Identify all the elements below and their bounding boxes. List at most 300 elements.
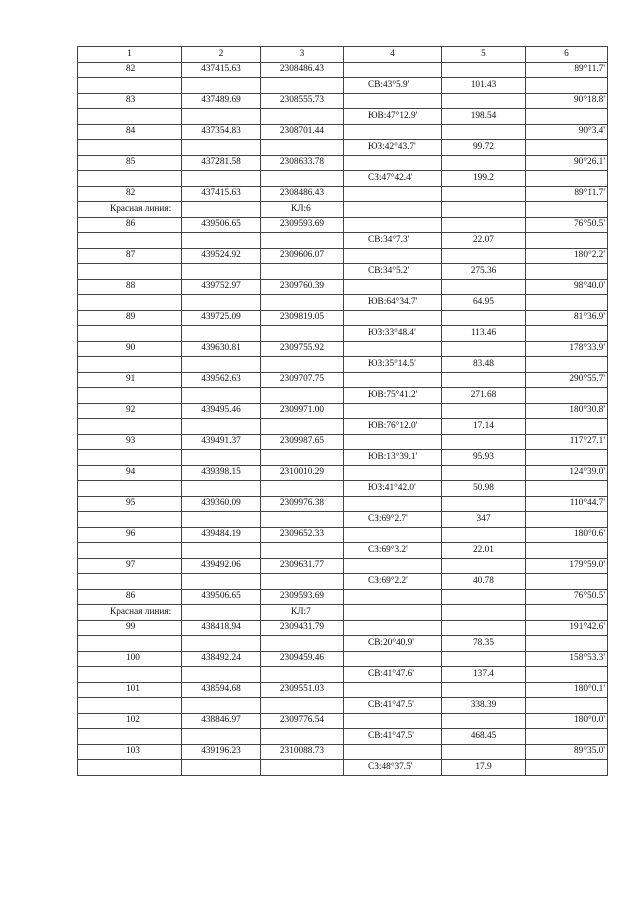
cell-y-coordinate: 2308701.44 bbox=[261, 124, 344, 140]
cell-point-number bbox=[78, 636, 182, 652]
point-row bbox=[78, 651, 608, 667]
cell-x-coordinate: 439524.92 bbox=[182, 248, 261, 264]
cell-angle bbox=[526, 264, 608, 280]
cell-y-coordinate: 2309606.07 bbox=[261, 248, 344, 264]
cell-x-coordinate: 439491.37 bbox=[182, 434, 261, 450]
cell-x-coordinate: 439196.23 bbox=[182, 744, 261, 760]
cell-y-coordinate: 2309707.75 bbox=[261, 372, 344, 388]
cell-angle: 76°50.5' bbox=[526, 589, 608, 605]
cell-x-coordinate: 438846.97 bbox=[182, 713, 261, 729]
cell-y-coordinate bbox=[261, 109, 344, 125]
cell-angle bbox=[526, 667, 608, 683]
section-row bbox=[78, 605, 608, 621]
cell-distance: 78.35 bbox=[442, 636, 526, 652]
cell-angle: 124°39.0' bbox=[526, 465, 608, 481]
cell-angle bbox=[526, 450, 608, 466]
cell-point-number: 93 bbox=[78, 434, 182, 450]
cell-angle bbox=[526, 326, 608, 342]
cell-angle: 90°18.8' bbox=[526, 93, 608, 109]
cell-direction: СВ:34°5.2' bbox=[344, 264, 442, 280]
cell-distance bbox=[442, 465, 526, 481]
cell-x-coordinate bbox=[182, 202, 261, 218]
coordinates-table bbox=[77, 46, 608, 776]
cell-y-coordinate bbox=[261, 667, 344, 683]
point-row bbox=[78, 434, 608, 450]
cell-direction: СЗ:69°3.2' bbox=[344, 543, 442, 559]
cell-y-coordinate: 2309760.39 bbox=[261, 279, 344, 295]
cell-x-coordinate bbox=[182, 760, 261, 776]
cell-y-coordinate: 2309987.65 bbox=[261, 434, 344, 450]
section-row bbox=[78, 202, 608, 218]
cell-point-number bbox=[78, 450, 182, 466]
cell-direction: СВ:34°7.3' bbox=[344, 233, 442, 249]
cell-y-coordinate bbox=[261, 357, 344, 373]
cell-x-coordinate bbox=[182, 729, 261, 745]
cell-angle: 158°53.3' bbox=[526, 651, 608, 667]
cell-distance: 50.98 bbox=[442, 481, 526, 497]
segment-row bbox=[78, 295, 608, 311]
cell-x-coordinate bbox=[182, 512, 261, 528]
cell-point-number bbox=[78, 419, 182, 435]
cell-x-coordinate: 438594.68 bbox=[182, 682, 261, 698]
cell-y-coordinate: 2308555.73 bbox=[261, 93, 344, 109]
cell-distance: 17.14 bbox=[442, 419, 526, 435]
cell-x-coordinate: 437415.63 bbox=[182, 186, 261, 202]
cell-x-coordinate: 439492.06 bbox=[182, 558, 261, 574]
cell-x-coordinate bbox=[182, 357, 261, 373]
cell-distance: 468.45 bbox=[442, 729, 526, 745]
cell-angle bbox=[526, 140, 608, 156]
cell-angle: 290°55.7' bbox=[526, 372, 608, 388]
cell-angle bbox=[526, 481, 608, 497]
cell-distance: 22.07 bbox=[442, 233, 526, 249]
section-label: Красная линия: bbox=[78, 202, 182, 218]
cell-angle bbox=[526, 171, 608, 187]
cell-distance bbox=[442, 217, 526, 233]
cell-distance bbox=[442, 589, 526, 605]
cell-x-coordinate: 439506.65 bbox=[182, 589, 261, 605]
cell-point-number bbox=[78, 574, 182, 590]
cell-point-number: 94 bbox=[78, 465, 182, 481]
cell-direction bbox=[344, 341, 442, 357]
point-row bbox=[78, 620, 608, 636]
cell-angle bbox=[526, 698, 608, 714]
cell-direction: ЮВ:64°34.7' bbox=[344, 295, 442, 311]
cell-y-coordinate: 2309971.00 bbox=[261, 403, 344, 419]
cell-angle: 178°33.9' bbox=[526, 341, 608, 357]
cell-x-coordinate: 437415.63 bbox=[182, 62, 261, 78]
point-row bbox=[78, 62, 608, 78]
segment-row bbox=[78, 419, 608, 435]
cell-direction bbox=[344, 558, 442, 574]
cell-distance: 83.48 bbox=[442, 357, 526, 373]
cell-distance: 101.43 bbox=[442, 78, 526, 94]
cell-y-coordinate bbox=[261, 729, 344, 745]
cell-y-coordinate: 2309755.92 bbox=[261, 341, 344, 357]
cell-direction: ЮВ:76°12.0' bbox=[344, 419, 442, 435]
cell-x-coordinate: 439752.97 bbox=[182, 279, 261, 295]
segment-row bbox=[78, 388, 608, 404]
segment-row bbox=[78, 233, 608, 249]
cell-distance bbox=[442, 527, 526, 543]
cell-y-coordinate bbox=[261, 233, 344, 249]
cell-direction: СЗ:48°37.5' bbox=[344, 760, 442, 776]
cell-x-coordinate: 439630.81 bbox=[182, 341, 261, 357]
segment-row bbox=[78, 667, 608, 683]
segment-row bbox=[78, 543, 608, 559]
cell-direction: ЮЗ:42°43.7' bbox=[344, 140, 442, 156]
segment-row bbox=[78, 264, 608, 280]
cell-angle: 98°40.0' bbox=[526, 279, 608, 295]
cell-point-number: 102 bbox=[78, 713, 182, 729]
segment-row bbox=[78, 450, 608, 466]
cell-direction bbox=[344, 465, 442, 481]
cell-distance bbox=[442, 93, 526, 109]
header-col-1: 1 bbox=[78, 47, 182, 63]
segment-row bbox=[78, 78, 608, 94]
point-row bbox=[78, 713, 608, 729]
point-row bbox=[78, 217, 608, 233]
cell-distance bbox=[442, 310, 526, 326]
cell-point-number bbox=[78, 512, 182, 528]
cell-distance bbox=[442, 248, 526, 264]
cell-x-coordinate bbox=[182, 326, 261, 342]
cell-point-number bbox=[78, 667, 182, 683]
cell-distance bbox=[442, 62, 526, 78]
cell-direction bbox=[344, 310, 442, 326]
segment-row bbox=[78, 109, 608, 125]
segment-row bbox=[78, 760, 608, 776]
cell-point-number bbox=[78, 109, 182, 125]
cell-distance: 40.78 bbox=[442, 574, 526, 590]
cell-point-number bbox=[78, 760, 182, 776]
cell-x-coordinate: 439495.46 bbox=[182, 403, 261, 419]
cell-direction bbox=[344, 403, 442, 419]
cell-angle bbox=[526, 419, 608, 435]
cell-point-number bbox=[78, 481, 182, 497]
cell-distance bbox=[442, 403, 526, 419]
cell-y-coordinate bbox=[261, 295, 344, 311]
cell-angle: 89°11.7' bbox=[526, 186, 608, 202]
cell-direction: СВ:43°5.9' bbox=[344, 78, 442, 94]
cell-y-coordinate: 2309652.33 bbox=[261, 527, 344, 543]
segment-row bbox=[78, 636, 608, 652]
cell-point-number: 83 bbox=[78, 93, 182, 109]
cell-y-coordinate bbox=[261, 78, 344, 94]
cell-y-coordinate: 2309459.46 bbox=[261, 651, 344, 667]
cell-distance bbox=[442, 713, 526, 729]
cell-direction bbox=[344, 155, 442, 171]
cell-angle bbox=[526, 543, 608, 559]
cell-distance bbox=[442, 372, 526, 388]
point-row bbox=[78, 124, 608, 140]
cell-x-coordinate bbox=[182, 605, 261, 621]
segment-row bbox=[78, 171, 608, 187]
cell-x-coordinate bbox=[182, 450, 261, 466]
cell-x-coordinate bbox=[182, 171, 261, 187]
cell-angle: 180°30.8' bbox=[526, 403, 608, 419]
point-row bbox=[78, 186, 608, 202]
cell-distance: 95.93 bbox=[442, 450, 526, 466]
cell-direction: ЮЗ:33°48.4' bbox=[344, 326, 442, 342]
cell-x-coordinate: 438492.24 bbox=[182, 651, 261, 667]
cell-x-coordinate: 439484.19 bbox=[182, 527, 261, 543]
point-row bbox=[78, 372, 608, 388]
cell-point-number: 87 bbox=[78, 248, 182, 264]
cell-distance bbox=[442, 620, 526, 636]
cell-point-number bbox=[78, 698, 182, 714]
cell-x-coordinate: 437281.58 bbox=[182, 155, 261, 171]
cell-y-coordinate: 2309976.38 bbox=[261, 496, 344, 512]
cell-point-number: 103 bbox=[78, 744, 182, 760]
cell-point-number bbox=[78, 388, 182, 404]
point-row bbox=[78, 248, 608, 264]
segment-row bbox=[78, 357, 608, 373]
cell-x-coordinate bbox=[182, 140, 261, 156]
cell-y-coordinate: 2310010.29 bbox=[261, 465, 344, 481]
section-code: КЛ:6 bbox=[261, 202, 344, 218]
cell-direction: СВ:41°47.5' bbox=[344, 698, 442, 714]
cell-angle: 110°44.7' bbox=[526, 496, 608, 512]
cell-angle: 180°2.2' bbox=[526, 248, 608, 264]
cell-distance: 347 bbox=[442, 512, 526, 528]
cell-x-coordinate bbox=[182, 698, 261, 714]
cell-angle bbox=[526, 729, 608, 745]
cell-x-coordinate: 439360.09 bbox=[182, 496, 261, 512]
cell-x-coordinate bbox=[182, 481, 261, 497]
cell-point-number: 97 bbox=[78, 558, 182, 574]
cell-y-coordinate bbox=[261, 512, 344, 528]
section-code: КЛ:7 bbox=[261, 605, 344, 621]
point-row bbox=[78, 589, 608, 605]
cell-y-coordinate: 2308633.78 bbox=[261, 155, 344, 171]
cell-y-coordinate: 2309631.77 bbox=[261, 558, 344, 574]
cell-x-coordinate bbox=[182, 264, 261, 280]
cell-x-coordinate bbox=[182, 388, 261, 404]
header-row bbox=[78, 47, 608, 63]
segment-row bbox=[78, 698, 608, 714]
cell-direction bbox=[344, 620, 442, 636]
cell-distance: 113.46 bbox=[442, 326, 526, 342]
cell-angle: 191°42.6' bbox=[526, 620, 608, 636]
segment-row bbox=[78, 481, 608, 497]
cell-direction: ЮВ:13°39.1' bbox=[344, 450, 442, 466]
cell-x-coordinate: 439506.65 bbox=[182, 217, 261, 233]
point-row bbox=[78, 341, 608, 357]
cell-angle bbox=[526, 636, 608, 652]
cell-distance: 271.68 bbox=[442, 388, 526, 404]
cell-point-number: 82 bbox=[78, 62, 182, 78]
cell-direction: СВ:20°40.9' bbox=[344, 636, 442, 652]
cell-distance bbox=[442, 496, 526, 512]
cell-x-coordinate: 439725.09 bbox=[182, 310, 261, 326]
cell-angle bbox=[526, 512, 608, 528]
cell-distance: 99.72 bbox=[442, 140, 526, 156]
cell-x-coordinate: 439562.63 bbox=[182, 372, 261, 388]
cell-y-coordinate: 2309593.69 bbox=[261, 217, 344, 233]
cell-angle bbox=[526, 605, 608, 621]
segment-row bbox=[78, 512, 608, 528]
cell-distance bbox=[442, 558, 526, 574]
cell-angle bbox=[526, 109, 608, 125]
header-col-6: 6 bbox=[526, 47, 608, 63]
cell-angle: 179°59.0' bbox=[526, 558, 608, 574]
cell-distance bbox=[442, 651, 526, 667]
cell-x-coordinate bbox=[182, 233, 261, 249]
segment-row bbox=[78, 574, 608, 590]
cell-distance bbox=[442, 155, 526, 171]
cell-direction bbox=[344, 496, 442, 512]
cell-direction: ЮВ:75°41.2' bbox=[344, 388, 442, 404]
cell-direction bbox=[344, 434, 442, 450]
cell-point-number: 86 bbox=[78, 217, 182, 233]
point-row bbox=[78, 496, 608, 512]
cell-direction bbox=[344, 186, 442, 202]
cell-point-number bbox=[78, 729, 182, 745]
cell-angle bbox=[526, 78, 608, 94]
cell-angle bbox=[526, 760, 608, 776]
cell-distance bbox=[442, 202, 526, 218]
cell-y-coordinate: 2308486.43 bbox=[261, 186, 344, 202]
cell-y-coordinate bbox=[261, 698, 344, 714]
cell-angle: 117°27.1' bbox=[526, 434, 608, 450]
cell-point-number bbox=[78, 171, 182, 187]
cell-y-coordinate bbox=[261, 419, 344, 435]
cell-direction bbox=[344, 62, 442, 78]
cell-point-number bbox=[78, 233, 182, 249]
cell-point-number: 84 bbox=[78, 124, 182, 140]
cell-angle bbox=[526, 295, 608, 311]
cell-direction bbox=[344, 682, 442, 698]
cell-direction: СЗ:69°2.7' bbox=[344, 512, 442, 528]
cell-direction bbox=[344, 372, 442, 388]
cell-x-coordinate: 438418.94 bbox=[182, 620, 261, 636]
cell-direction bbox=[344, 589, 442, 605]
cell-direction bbox=[344, 651, 442, 667]
cell-y-coordinate: 2309593.69 bbox=[261, 589, 344, 605]
header-col-3: 3 bbox=[261, 47, 344, 63]
cell-angle bbox=[526, 388, 608, 404]
cell-x-coordinate: 437489.69 bbox=[182, 93, 261, 109]
cell-direction bbox=[344, 124, 442, 140]
cell-y-coordinate: 2308486.43 bbox=[261, 62, 344, 78]
cell-direction: ЮЗ:41°42.0' bbox=[344, 481, 442, 497]
cell-point-number: 101 bbox=[78, 682, 182, 698]
cell-x-coordinate bbox=[182, 78, 261, 94]
cell-y-coordinate: 2309551.03 bbox=[261, 682, 344, 698]
cell-point-number: 92 bbox=[78, 403, 182, 419]
cell-distance: 275.36 bbox=[442, 264, 526, 280]
cell-point-number: 95 bbox=[78, 496, 182, 512]
cell-point-number: 82 bbox=[78, 186, 182, 202]
cell-direction: СВ:41°47.6' bbox=[344, 667, 442, 683]
cell-direction bbox=[344, 248, 442, 264]
cell-distance: 199.2 bbox=[442, 171, 526, 187]
cell-y-coordinate bbox=[261, 326, 344, 342]
cell-point-number bbox=[78, 140, 182, 156]
cell-y-coordinate bbox=[261, 388, 344, 404]
cell-distance: 338.39 bbox=[442, 698, 526, 714]
header-col-4: 4 bbox=[344, 47, 442, 63]
table-body bbox=[78, 47, 608, 776]
cell-x-coordinate bbox=[182, 419, 261, 435]
cell-point-number: 91 bbox=[78, 372, 182, 388]
cell-direction bbox=[344, 744, 442, 760]
cell-direction bbox=[344, 527, 442, 543]
cell-distance bbox=[442, 124, 526, 140]
header-col-2: 2 bbox=[182, 47, 261, 63]
cell-direction bbox=[344, 217, 442, 233]
cell-x-coordinate: 439398.15 bbox=[182, 465, 261, 481]
cell-x-coordinate bbox=[182, 543, 261, 559]
cell-x-coordinate bbox=[182, 295, 261, 311]
cell-distance bbox=[442, 605, 526, 621]
cell-angle bbox=[526, 233, 608, 249]
cell-y-coordinate bbox=[261, 636, 344, 652]
point-row bbox=[78, 558, 608, 574]
cell-y-coordinate bbox=[261, 481, 344, 497]
cell-angle: 90°26.1' bbox=[526, 155, 608, 171]
cell-direction bbox=[344, 93, 442, 109]
point-row bbox=[78, 155, 608, 171]
cell-direction: ЮЗ:35°14.5' bbox=[344, 357, 442, 373]
cell-direction bbox=[344, 605, 442, 621]
point-row bbox=[78, 279, 608, 295]
cell-angle: 76°50.5' bbox=[526, 217, 608, 233]
section-label: Красная линия: bbox=[78, 605, 182, 621]
cell-direction bbox=[344, 279, 442, 295]
cell-angle bbox=[526, 202, 608, 218]
cell-y-coordinate: 2309431.79 bbox=[261, 620, 344, 636]
cell-point-number bbox=[78, 543, 182, 559]
cell-distance: 137.4 bbox=[442, 667, 526, 683]
cell-point-number bbox=[78, 295, 182, 311]
cell-x-coordinate bbox=[182, 667, 261, 683]
cell-angle: 81°36.9' bbox=[526, 310, 608, 326]
cell-point-number: 89 bbox=[78, 310, 182, 326]
cell-distance bbox=[442, 279, 526, 295]
cell-point-number: 88 bbox=[78, 279, 182, 295]
cell-y-coordinate bbox=[261, 264, 344, 280]
cell-distance bbox=[442, 682, 526, 698]
cell-x-coordinate bbox=[182, 574, 261, 590]
cell-point-number: 90 bbox=[78, 341, 182, 357]
point-row bbox=[78, 527, 608, 543]
cell-angle: 180°0.1' bbox=[526, 682, 608, 698]
cell-y-coordinate: 2309819.05 bbox=[261, 310, 344, 326]
cell-point-number bbox=[78, 264, 182, 280]
cell-distance bbox=[442, 186, 526, 202]
cell-x-coordinate bbox=[182, 636, 261, 652]
cell-point-number: 96 bbox=[78, 527, 182, 543]
cell-direction: СЗ:47°42.4' bbox=[344, 171, 442, 187]
cell-point-number: 99 bbox=[78, 620, 182, 636]
cell-distance: 64.95 bbox=[442, 295, 526, 311]
cell-distance: 17.9 bbox=[442, 760, 526, 776]
point-row bbox=[78, 93, 608, 109]
segment-row bbox=[78, 326, 608, 342]
cell-point-number bbox=[78, 357, 182, 373]
point-row bbox=[78, 465, 608, 481]
cell-angle: 89°35.0' bbox=[526, 744, 608, 760]
point-row bbox=[78, 682, 608, 698]
cell-angle: 180°0.0' bbox=[526, 713, 608, 729]
segment-row bbox=[78, 140, 608, 156]
cell-direction: СЗ:69°2.2' bbox=[344, 574, 442, 590]
cell-distance: 198.54 bbox=[442, 109, 526, 125]
cell-y-coordinate bbox=[261, 140, 344, 156]
point-row bbox=[78, 403, 608, 419]
